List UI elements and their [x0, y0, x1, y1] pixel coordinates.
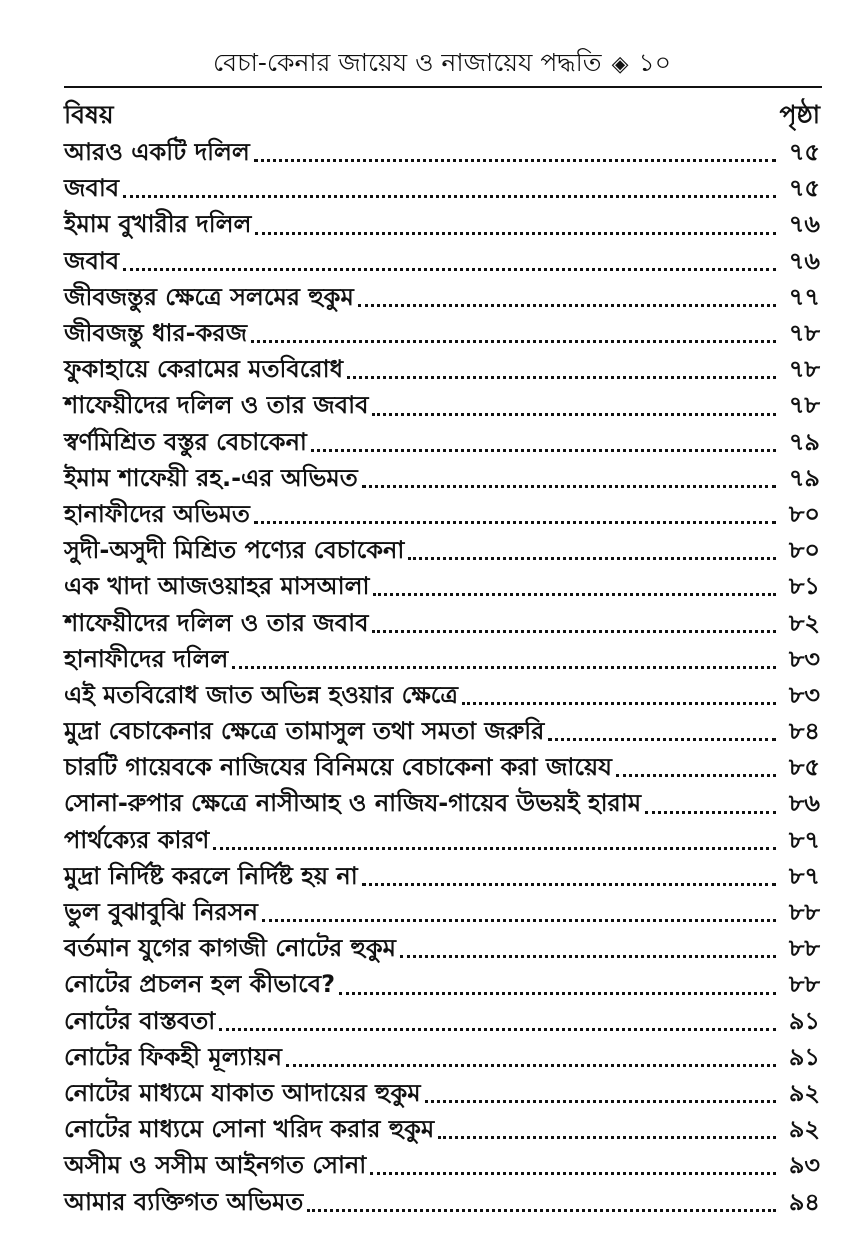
- toc-entry-title: সোনা-রুপার ক্ষেত্রে নাসীআহ ও নাজিয-গায়েব উভয়ই হারাম: [64, 789, 642, 818]
- toc-entry-title: জীবজন্তু ধার-করজ: [64, 319, 248, 348]
- dot-leader: [339, 974, 776, 995]
- toc-entry-title: নোটের মাধ্যমে সোনা খরিদ করার হুকুম: [64, 1115, 435, 1144]
- toc-column-headers: [64, 94, 820, 138]
- toc-entry-title: ইমাম শাফেয়ী রহ.-এর অভিমত: [64, 463, 358, 492]
- toc-entry-page: ৮৮: [788, 970, 820, 999]
- toc-entry-page: ৮০: [788, 536, 820, 565]
- toc-entry-title: মুদ্রা বেচাকেনার ক্ষেত্রে তামাসুল তথা সমতা জরুরি: [64, 717, 545, 746]
- toc-entry-title: জীবজন্তুর ক্ষেত্রে সলমের হুকুম: [64, 282, 354, 311]
- toc-entry-page: ৭৮: [788, 355, 820, 384]
- book-title: বেচা-কেনার জায়েয ও নাজায়েয পদ্ধতি: [213, 47, 602, 77]
- toc-entry-page: ৮১: [788, 572, 820, 601]
- dot-leader: [311, 431, 776, 452]
- toc-entry-page: ৮৮: [788, 934, 820, 963]
- toc-entry: [64, 606, 820, 642]
- dot-leader: [251, 322, 776, 343]
- toc-entry-page: ৭৬: [788, 246, 820, 275]
- toc-entry-title: শাফেয়ীদের দলিল ও তার জবাব: [64, 608, 369, 637]
- toc-entry-title: নোটের বাস্তবতা: [64, 1006, 216, 1035]
- dot-leader: [255, 214, 776, 235]
- toc-entry: [64, 932, 820, 968]
- dot-leader: [548, 720, 776, 741]
- toc-entry-title: হানাফীদের অভিমত: [64, 499, 250, 528]
- dot-leader: [307, 1191, 776, 1212]
- toc-entry: [64, 281, 820, 317]
- page-number: ১০: [638, 47, 671, 77]
- dot-leader: [123, 250, 776, 271]
- toc-entry: [64, 317, 820, 353]
- toc-entry-page: ৯৪: [788, 1187, 820, 1216]
- toc-entry-page: ৮২: [788, 608, 820, 637]
- toc-entry-page: ৮৮: [788, 898, 820, 927]
- toc-entry: [64, 1185, 820, 1221]
- dot-leader: [408, 539, 776, 560]
- toc-entry: [64, 136, 820, 172]
- dot-leader: [372, 612, 776, 633]
- toc-entry-title: শাফেয়ীদের দলিল ও তার জবাব: [64, 391, 369, 420]
- toc-entry-page: ৯২: [788, 1115, 820, 1144]
- toc-entry-page: ৭৯: [788, 427, 820, 456]
- toc-entry: [64, 570, 820, 606]
- toc-entry: [64, 1005, 820, 1041]
- toc-entry: [64, 462, 820, 498]
- diamond-separator-icon: ◈: [611, 51, 629, 77]
- toc-entry-page: ৭৭: [788, 282, 820, 311]
- toc-entry: [64, 389, 820, 425]
- dot-leader: [286, 1046, 776, 1067]
- dot-leader: [438, 1118, 776, 1139]
- toc-entry: [64, 1041, 820, 1077]
- table-of-contents: [64, 136, 820, 1222]
- toc-entry-title: এই মতবিরোধ জাত অভিন্ন হওয়ার ক্ষেত্রে: [64, 680, 459, 709]
- toc-entry-page: ৮৩: [788, 680, 820, 709]
- toc-entry-title: পার্থক্যের কারণ: [64, 825, 210, 854]
- dot-leader: [373, 575, 776, 596]
- dot-leader: [123, 177, 776, 198]
- toc-entry-title: আরও একটি দলিল: [64, 138, 250, 167]
- toc-entry: [64, 426, 820, 462]
- dot-leader: [370, 1154, 776, 1175]
- dot-leader: [262, 901, 776, 922]
- toc-entry-title: চারটি গায়েবকে নাজিযের বিনিময়ে বেচাকেনা করা জায়েয: [64, 753, 612, 782]
- toc-entry-page: ৯১: [788, 1006, 820, 1035]
- toc-entry-title: নোটের মাধ্যমে যাকাত আদায়ের হুকুম: [64, 1078, 421, 1107]
- dot-leader: [372, 395, 776, 416]
- dot-leader: [462, 684, 776, 705]
- toc-entry: [64, 787, 820, 823]
- toc-entry: [64, 860, 820, 896]
- dot-leader: [213, 829, 776, 850]
- toc-entry-title: অসীম ও সসীম আইনগত সোনা: [64, 1151, 367, 1180]
- toc-entry: [64, 679, 820, 715]
- dot-leader: [400, 937, 776, 958]
- toc-entry-title: বর্তমান যুগের কাগজী নোটের হুকুম: [64, 934, 397, 963]
- toc-entry-title: ফুকাহায়ে কেরামের মতবিরোধ: [64, 355, 344, 384]
- toc-entry-page: ৯৩: [788, 1151, 820, 1180]
- dot-leader: [362, 865, 776, 886]
- toc-entry-page: ৭৮: [788, 391, 820, 420]
- toc-entry-page: ৮৪: [788, 717, 820, 746]
- toc-entry-title: আমার ব্যক্তিগত অভিমত: [64, 1187, 304, 1216]
- toc-entry-title: হানাফীদের দলিল: [64, 644, 229, 673]
- toc-entry-page: ৯২: [788, 1078, 820, 1107]
- toc-entry-page: ৭৫: [788, 174, 820, 203]
- toc-entry-page: ৭৯: [788, 463, 820, 492]
- dot-leader: [362, 467, 776, 488]
- subject-column-header: বিষয়: [64, 99, 114, 129]
- toc-entry: [64, 534, 820, 570]
- toc-entry-page: ৭৮: [788, 319, 820, 348]
- dot-leader: [358, 286, 776, 307]
- dot-leader: [616, 756, 776, 777]
- toc-entry-title: নোটের ফিকহী মূল্যায়ন: [64, 1042, 282, 1071]
- dot-leader: [254, 503, 776, 524]
- dot-leader: [645, 793, 776, 814]
- toc-entry-title: ভুল বুঝাবুঝি নিরসন: [64, 898, 258, 927]
- toc-entry-page: ৮০: [788, 499, 820, 528]
- toc-entry-page: ৮৬: [788, 789, 820, 818]
- toc-entry-title: এক খাদা আজওয়াহর মাসআলা: [64, 572, 370, 601]
- running-header: [64, 44, 820, 84]
- toc-entry: [64, 1149, 820, 1185]
- toc-entry: [64, 172, 820, 208]
- dot-leader: [232, 648, 776, 669]
- dot-leader: [219, 1010, 776, 1031]
- toc-entry-title: নোটের প্রচলন হল কীভাবে?: [64, 970, 335, 999]
- header-rule: [64, 86, 822, 88]
- toc-entry-title: জবাব: [64, 174, 120, 203]
- dot-leader: [425, 1082, 776, 1103]
- toc-entry-page: ৭৬: [788, 210, 820, 239]
- toc-entry-title: স্বর্ণমিশ্রিত বস্তুর বেচাকেনা: [64, 427, 307, 456]
- toc-entry-page: ৮৩: [788, 644, 820, 673]
- toc-entry-page: ৮৭: [788, 861, 820, 890]
- toc-entry-page: ৭৫: [788, 138, 820, 167]
- toc-entry: [64, 498, 820, 534]
- toc-entry-page: ৮৭: [788, 825, 820, 854]
- toc-entry: [64, 643, 820, 679]
- toc-entry: [64, 1077, 820, 1113]
- toc-entry: [64, 751, 820, 787]
- toc-entry: [64, 245, 820, 281]
- toc-entry: [64, 715, 820, 751]
- toc-entry-title: জবাব: [64, 246, 120, 275]
- toc-entry-page: ৯১: [788, 1042, 820, 1071]
- toc-entry: [64, 1113, 820, 1149]
- toc-entry-page: ৮৫: [788, 753, 820, 782]
- toc-entry-title: ইমাম বুখারীর দলিল: [64, 210, 252, 239]
- dot-leader: [347, 358, 776, 379]
- toc-entry: [64, 208, 820, 244]
- page-column-header: পৃষ্ঠা: [779, 99, 820, 129]
- toc-entry-title: সুদী-অসুদী মিশ্রিত পণ্যের বেচাকেনা: [64, 536, 405, 565]
- toc-entry: [64, 968, 820, 1004]
- toc-entry: [64, 353, 820, 389]
- toc-entry: [64, 896, 820, 932]
- dot-leader: [254, 141, 776, 162]
- toc-entry: [64, 824, 820, 860]
- toc-entry-title: মুদ্রা নির্দিষ্ট করলে নির্দিষ্ট হয় না: [64, 861, 358, 890]
